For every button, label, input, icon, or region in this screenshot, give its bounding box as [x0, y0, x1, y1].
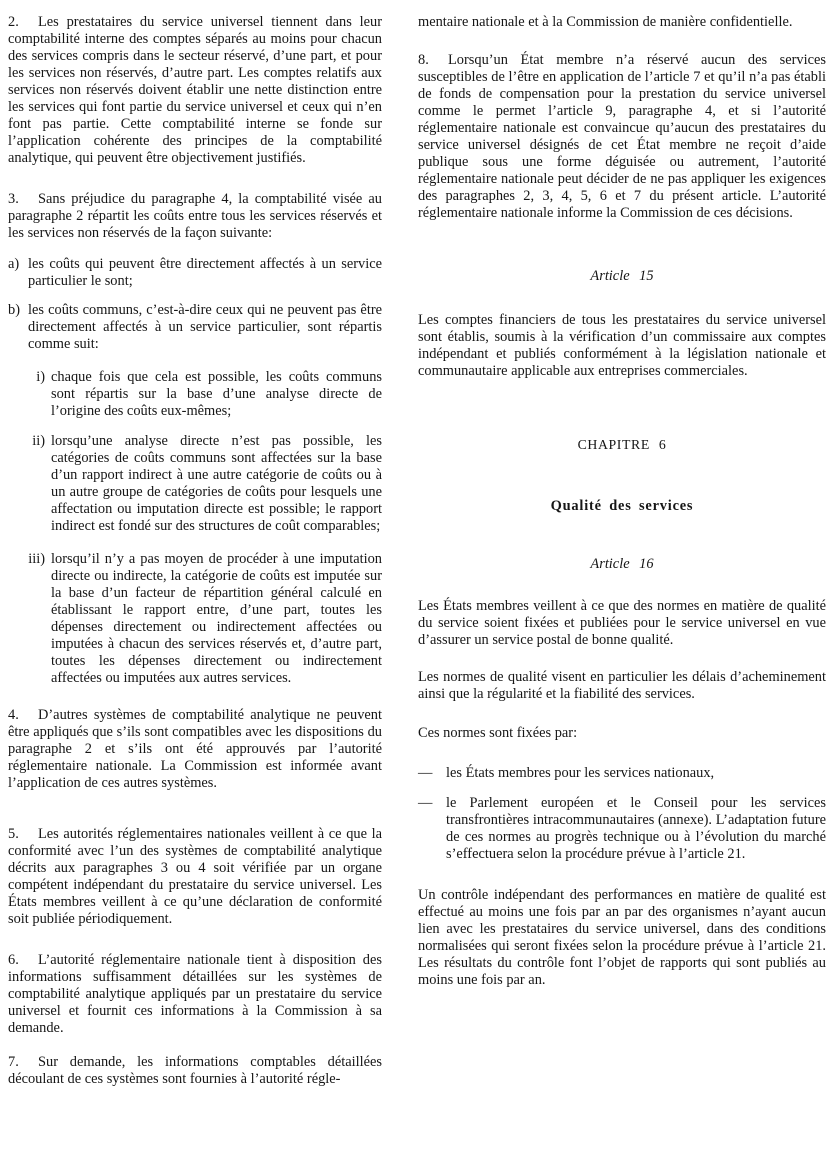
quality-control-paragraph: [418, 887, 826, 989]
paragraph-text: Les autorités réglementaires nationales veillent à ce que la conformité avec l’un des systèmes de comptabilité analytique décrits aux paragraphes 3 ou 4 soit vérifiée par un organe compétent indépendant du prestataire du service universel. Les États membres veillent à ce qu’une déclaration de conformité soit publiée périodiquement.: [8, 826, 382, 927]
paragraph-number: 4.: [8, 707, 19, 723]
paragraph-number: 2.: [8, 14, 19, 30]
paragraph-text: Les normes de qualité visent en particulier les délais d’acheminement ainsi que la régularité et la fiabilité des services.: [418, 669, 826, 702]
paragraph-number: 8.: [418, 52, 429, 68]
dash-marker: —: [418, 765, 433, 781]
item-text: chaque fois que cela est possible, les coûts communs sont répartis sur la base d’une analyse directe de l’origine des coûts eux-mêmes;: [51, 369, 382, 419]
article-16-para-1: [418, 598, 826, 649]
dash-item-2: [418, 795, 826, 863]
list-item-b: [8, 302, 382, 353]
item-text: les États membres pour les services nationaux,: [446, 765, 715, 781]
item-marker: a): [8, 256, 20, 272]
article-16-para-2: [418, 669, 826, 703]
paragraph-text: Les prestataires du service universel tiennent dans leur comptabilité interne des comptes séparés au moins pour chacun des services compris dans le secteur réservé, d’une part, et pour les services non réservés, d’autre part. Les comptes relatifs aux services non réservés doivent établir une nette distinction entre les services qui font partie du service universel et ceux qui n’en font pas partie. Cette comptabilité interne se fonde sur l’application cohérente des principes de la comptabilité analytique, qui peuvent être objectivement justifiés.: [8, 14, 382, 166]
paragraph-6: [8, 952, 382, 1037]
paragraph-text: mentaire nationale et à la Commission de manière confidentielle.: [418, 14, 793, 30]
item-text: lorsqu’une analyse directe n’est pas possible, les catégories de coûts communs sont affectées sur la base d’un rapport indirect à une autre catégorie de coûts ou à un autre groupe de catégories de coûts pour lesquels une affectation ou imputation directe est possible; le rapport indirect est fondé sur des structures de coût comparables;: [51, 433, 382, 534]
paragraph-5: [8, 826, 382, 928]
paragraph-8: [418, 52, 826, 222]
paragraph-text: Les États membres veillent à ce que des normes en matière de qualité du service soient fixées et publiées pour le service universel en vue d’assurer un service postal de bonne qualité.: [418, 598, 826, 648]
item-text: les coûts communs, c’est-à-dire ceux qui ne peuvent pas être directement affectés à un service particulier, sont répartis comme suit:: [28, 302, 382, 352]
article-15-heading: Article 15: [590, 268, 654, 284]
section-title-quality: Qualité des services: [550, 498, 694, 514]
paragraph-text: Un contrôle indépendant des performances en matière de qualité est effectué au moins une fois par an par des organismes n’ayant aucun lien avec les prestataires du service universel, dans des conditions normalisées qui seront fixées selon la procédure prévue à l’article 21. Les résultats du contrôle font l’objet de rapports qui sont publiés au moins une fois par an.: [418, 887, 826, 988]
roman-item-i: [8, 369, 382, 420]
paragraph-2: [8, 14, 382, 167]
item-marker: b): [8, 302, 20, 318]
left-column: [8, 14, 382, 1088]
paragraph-7-continuation: [418, 14, 826, 31]
paragraph-number: 7.: [8, 1054, 19, 1070]
item-text: lorsqu’il n’y a pas moyen de procéder à une imputation directe ou indirecte, la catégorie de coûts est imputée sur la base d’un facteur de répartition général calculé en établissant le rapport entre, d’une part, toutes les dépenses directement ou indirectement affectées ou imputées à chacun des services réservés et, d’autre part, toutes les dépenses directement ou indirectement affectées ou imputées aux autres services.: [51, 551, 382, 686]
item-text: les coûts qui peuvent être directement affectés à un service particulier le sont;: [28, 256, 382, 289]
roman-item-ii: [8, 433, 382, 535]
article-16-heading: Article 16: [590, 556, 654, 572]
paragraph-number: 6.: [8, 952, 19, 968]
dash-item-1: [418, 765, 826, 782]
paragraph-text: Sur demande, les informations comptables détaillées découlant de ces systèmes sont fournies à l’autorité régle-: [8, 1054, 382, 1087]
item-text: le Parlement européen et le Conseil pour les services transfrontières intracommunautaires (annexe). L’adaptation future de ces normes au progrès technique ou à l’évolution du marché s’effectuera selon la procédure prévue à l’article 21.: [446, 795, 826, 862]
paragraph-3: [8, 191, 382, 242]
paragraph-text: Sans préjudice du paragraphe 4, la comptabilité visée au paragraphe 2 répartit les coûts entre tous les services réservés et les services non réservés de la façon suivante:: [8, 191, 382, 241]
chapter-6-heading: CHAPITRE 6: [577, 437, 667, 452]
item-marker: ii): [32, 433, 45, 449]
paragraph-text: Lorsqu’un État membre n’a réservé aucun des services susceptibles de l’être en application de l’article 7 et qu’il n’a pas établi de fonds de compensation pour la prestation du service universel comme le permet l’article 9, paragraphe 4, et si l’autorité réglementaire nationale est convaincue qu’aucun des prestataires du service universel désignés de cet État membre ne reçoit d’aide publique sous une forme déguisée ou autrement, l’autorité réglementaire nationale peut décider de ne pas appliquer les exigences des paragraphes 2, 3, 4, 5, 6 et 7 du présent article. L’autorité réglementaire nationale informe la Commission de ces décisions.: [418, 52, 826, 221]
dash-marker: —: [418, 795, 433, 811]
paragraph-7: [8, 1054, 382, 1088]
roman-item-iii: [8, 551, 382, 687]
list-item-a: [8, 256, 382, 290]
right-column: [418, 14, 826, 989]
paragraph-number: 5.: [8, 826, 19, 842]
paragraph-text: Ces normes sont fixées par:: [418, 725, 578, 741]
article-16-para-3-intro: [418, 725, 826, 742]
article-15-body: [418, 312, 826, 380]
item-marker: iii): [28, 551, 45, 567]
paragraph-text: D’autres systèmes de comptabilité analytique ne peuvent être appliqués que s’ils sont compatibles avec les dispositions du paragraphe 2 et s’ils ont été approuvés par l’autorité réglementaire nationale. La Commission est informée avant l’application de ces autres systèmes.: [8, 707, 382, 791]
paragraph-4: [8, 707, 382, 792]
paragraph-text: Les comptes financiers de tous les prestataires du service universel sont établis, soumis à la vérification d’un commissaire aux comptes indépendant et publiés conformément à la législation nationale et communautaire applicable aux entreprises commerciales.: [418, 312, 826, 379]
item-marker: i): [36, 369, 45, 385]
paragraph-text: L’autorité réglementaire nationale tient à disposition des informations suffisamment détaillées sur les systèmes de comptabilité analytique appliqués par un prestataire du service universel et fournit ces informations à la Commission à sa demande.: [8, 952, 382, 1036]
paragraph-number: 3.: [8, 191, 19, 207]
